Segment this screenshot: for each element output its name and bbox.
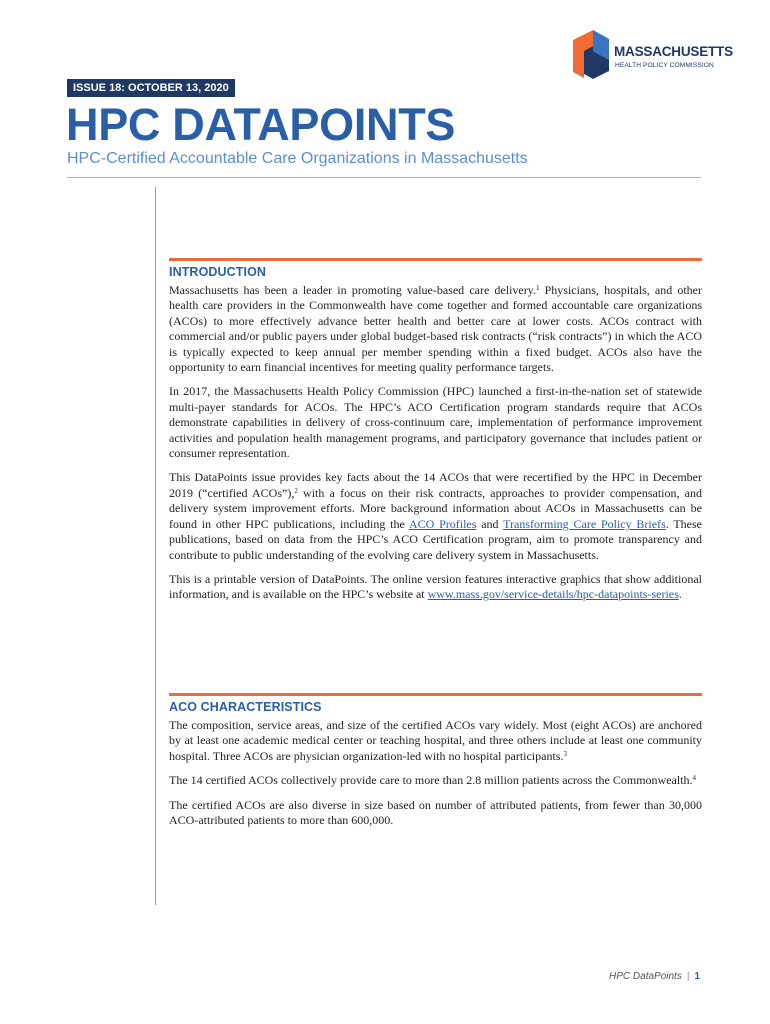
issue-badge: ISSUE 18: OCTOBER 13, 2020 <box>67 79 235 97</box>
aco-paragraph-1: The composition, service areas, and size of the certified ACOs vary widely. Most (eight ACOs) are anchored by at least one academic medical center or teaching hospital, and three others include at least one community hospital. Three ACOs are physician organization-led with no hospital participants.$^3$ <box>169 718 702 763</box>
margin-rule <box>155 187 156 905</box>
section-divider <box>169 258 702 261</box>
page-subtitle: HPC-Certified Accountable Care Organizations in Massachusetts <box>67 150 528 167</box>
page-footer <box>609 971 700 982</box>
footnote-ref: 1 <box>535 284 540 292</box>
aco-paragraph-2: The 14 certified ACOs collectively provide care to more than 2.8 million patients across the Commonwealth.$^4$ <box>169 773 697 788</box>
page-number: 1 <box>694 971 700 982</box>
logo-subtitle: HEALTH POLICY COMMISSION <box>615 62 714 69</box>
intro-paragraph-3: This DataPoints issue provides key facts about the 14 ACOs that were recertified by the HPC in December 2019 (“certified ACOs”),$^2$ with a focus on their risk contracts, approaches to provider compensation, and delivery system improvement efforts. More background information about ACOs in Massachusetts can be found in other HPC publications, including the ACO Profiles and Transforming Care Policy Briefs. These publications, based on data from the HPC’s ACO Certification program, aim to promote transparency and contribute to public understanding of the evolving care delivery system in Massachusetts. <box>169 470 702 562</box>
section-heading-introduction: INTRODUCTION <box>169 265 267 279</box>
footnote-ref: 4 <box>692 774 697 783</box>
footer-label: HPC DataPoints <box>609 971 682 982</box>
footer-separator: | <box>686 971 690 982</box>
transforming-care-link[interactable]: Transforming Care Policy Briefs <box>503 516 666 531</box>
intro-paragraph-2: In 2017, the Massachusetts Health Policy Commission (HPC) launched a first-in-the-nation set of statewide multi-payer standards for ACOs. The HPC’s ACO Certification program standards require that ACOs demonstrate capabilities in delivery of cross-continuum care, implementation of performance improvement activities and population health management programs, and participatory governance that includes patient or consumer representation. <box>169 384 702 461</box>
aco-paragraph-3: The certified ACOs are also diverse in size based on number of attributed patients, from fewer than 30,000 ACO-attributed patients to more than 600,000. <box>169 797 702 828</box>
intro-paragraph-4: This is a printable version of DataPoints. The online version features interactive graphics that show additional information, and is available on the HPC’s website at www.mass.gov/service-details/hpc-datapoints-series. <box>169 571 702 602</box>
hpc-logo-mark-icon <box>571 29 611 79</box>
hpc-website-link[interactable]: www.mass.gov/service-details/hpc-datapoints-series <box>427 587 679 602</box>
introduction-section <box>169 258 702 612</box>
section-heading-aco-characteristics: ACO CHARACTERISTICS <box>169 700 322 714</box>
aco-characteristics-section <box>169 693 702 837</box>
logo-title: MASSACHUSETTS <box>614 44 733 59</box>
aco-profiles-link[interactable]: ACO Profiles <box>408 516 477 531</box>
hpc-logo <box>571 29 741 79</box>
title-divider <box>67 177 701 178</box>
section-divider <box>169 693 702 696</box>
footnote-ref: 2 <box>294 486 298 495</box>
page-title: HPC DATAPOINTS <box>66 99 456 150</box>
intro-paragraph-1: Massachusetts has been a leader in promoting value-based care delivery.$^1$ Physicians, hospitals, and other health care providers in the Commonwealth have come together and formed accountable care organizations (ACOs) to more effectively advance better health and better care at lower costs. ACOs contract with commercial and/or public payers under global budget-based risk contracts (“risk contracts”) in which the ACO is typically expected to keep annual per member spending within a fixed budget. ACOs also have the opportunity to earn financial incentives for meeting quality performance targets. <box>169 283 702 375</box>
footnote-ref: 3 <box>563 749 567 758</box>
